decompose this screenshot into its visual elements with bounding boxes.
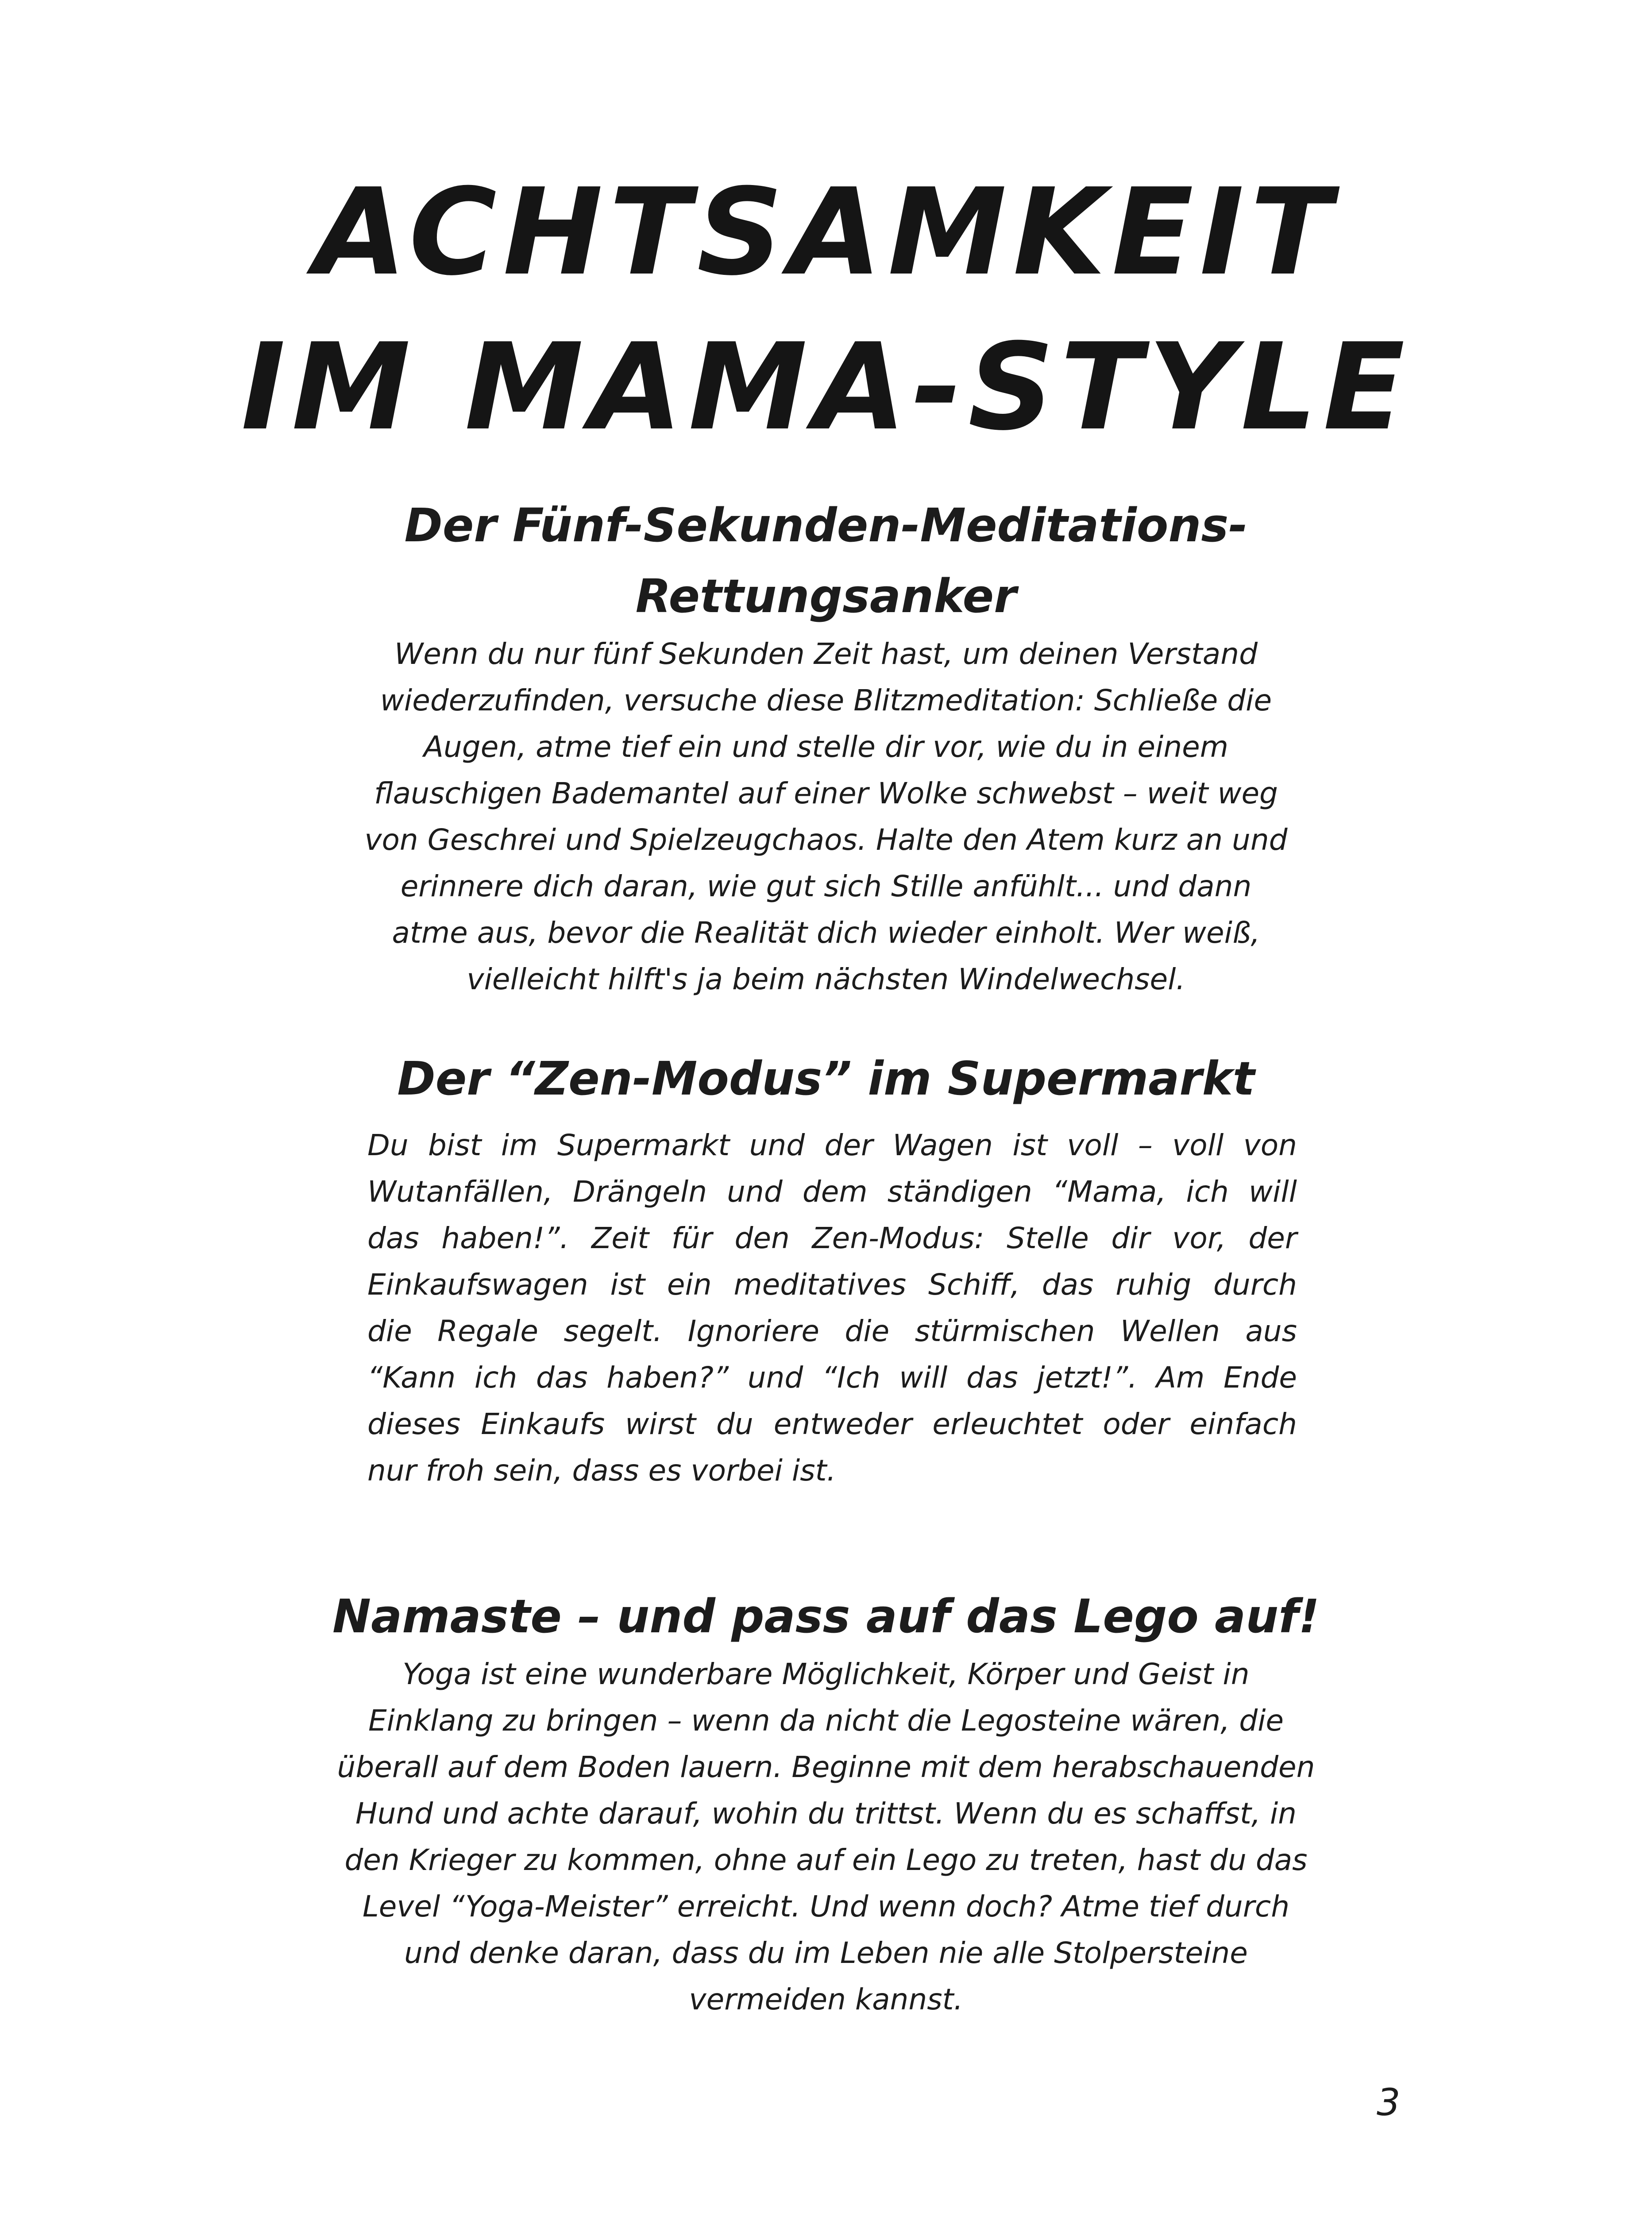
section-1-text-line: vielleicht hilft's ja beim nächsten Windelwechsel. bbox=[467, 962, 1185, 996]
section-2-text-line: die Regale segelt. Ignoriere die stürmischen Wellen aus bbox=[367, 1314, 1297, 1348]
section-1-text-line: von Geschrei und Spielzeugchaos. Halte den Atem kurz an und bbox=[364, 823, 1288, 857]
section-1-text-line: Wenn du nur fünf Sekunden Zeit hast, um deinen Verstand bbox=[394, 637, 1258, 671]
section-2-text-line: nur froh sein, dass es vorbei ist. bbox=[367, 1453, 836, 1488]
section-3-text-line: Einklang zu bringen – wenn da nicht die Legosteine wären, die bbox=[368, 1704, 1284, 1738]
page-title-line-2: IM MAMA-STYLE bbox=[241, 317, 1411, 457]
section-1-text-line: atme aus, bevor die Realität dich wieder einholt. Wer weiß, bbox=[392, 916, 1260, 950]
section-2-heading: Der “Zen-Modus” im Supermarkt bbox=[397, 1052, 1255, 1106]
section-2-text-line: Wutanfällen, Drängeln und dem ständigen “Mama, ich will bbox=[367, 1175, 1297, 1209]
section-2-text-line: dieses Einkaufs wirst du entweder erleuchtet oder einfach bbox=[367, 1407, 1297, 1441]
page-number: 3 bbox=[1377, 2081, 1401, 2124]
page-title-line-1: ACHTSAMKEIT bbox=[314, 162, 1338, 302]
section-1-text-line: flauschigen Bademantel auf einer Wolke schwebst – weit weg bbox=[374, 776, 1278, 810]
section-2-text-line: Du bist im Supermarkt und der Wagen ist voll – voll von bbox=[367, 1128, 1297, 1162]
section-1-text-line: Augen, atme tief ein und stelle dir vor, wie du in einem bbox=[423, 730, 1229, 764]
section-1-heading-line-1: Der Fünf-Sekunden-Meditations- bbox=[404, 498, 1248, 552]
section-3-text-line: Yoga ist eine wunderbare Möglichkeit, Körper und Geist in bbox=[402, 1657, 1250, 1691]
section-3-text-line: Level “Yoga-Meister” erreicht. Und wenn doch? Atme tief durch bbox=[362, 1889, 1290, 1924]
section-3-text-line: überall auf dem Boden lauern. Beginne mit dem herabschauenden bbox=[337, 1750, 1315, 1784]
section-3-text-line: vermeiden kannst. bbox=[689, 1982, 963, 2016]
section-2-text-line: das haben!”. Zeit für den Zen-Modus: Stelle dir vor, der bbox=[367, 1221, 1297, 1255]
section-3-text-line: Hund und achte darauf, wohin du trittst. Wenn du es schaffst, in bbox=[355, 1797, 1297, 1831]
section-3-text-line: den Krieger zu kommen, ohne auf ein Lego zu treten, hast du das bbox=[344, 1843, 1308, 1877]
section-2-text-line: Einkaufswagen ist ein meditatives Schiff, das ruhig durch bbox=[367, 1268, 1297, 1302]
section-3-heading: Namaste – und pass auf das Lego auf! bbox=[332, 1589, 1320, 1643]
section-2-text-line: “Kann ich das haben?” und “Ich will das jetzt!”. Am Ende bbox=[367, 1361, 1297, 1395]
section-1-text-line: wiederzufinden, versuche diese Blitzmeditation: Schließe die bbox=[380, 683, 1272, 717]
section-3-text-line: und denke daran, dass du im Leben nie alle Stolpersteine bbox=[404, 1936, 1248, 1970]
section-1-heading-line-2: Rettungsanker bbox=[635, 569, 1017, 623]
section-1-text-line: erinnere dich daran, wie gut sich Stille anfühlt... und dann bbox=[400, 869, 1252, 903]
